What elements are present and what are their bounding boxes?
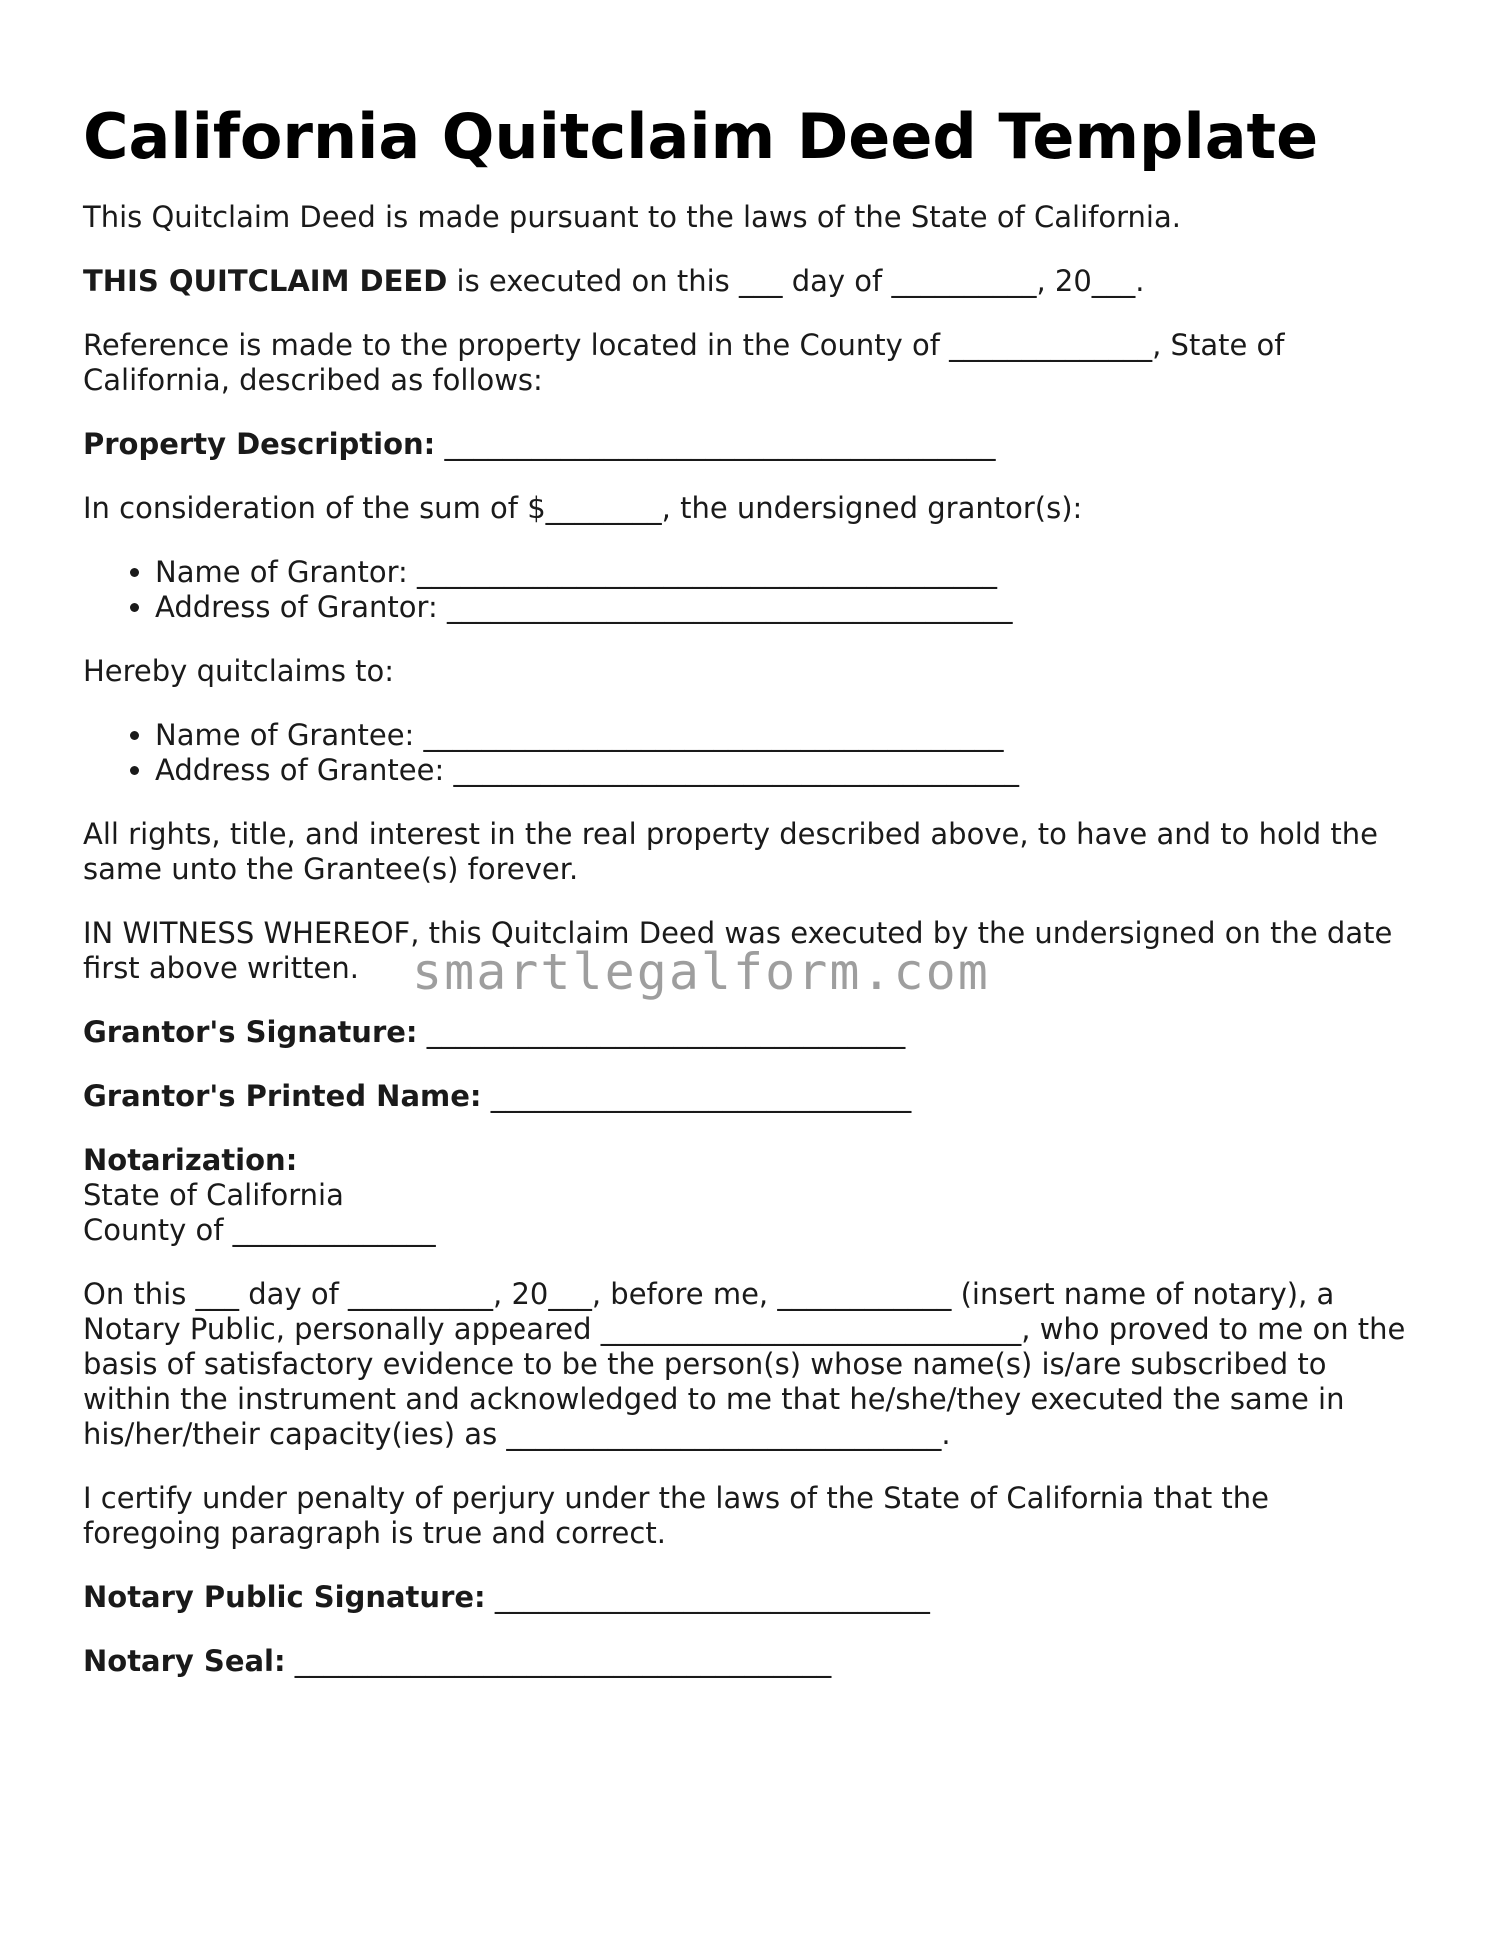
watermark: smartlegalform.com bbox=[412, 943, 990, 1001]
property-description-label: Property Description: bbox=[83, 427, 436, 461]
certify-paragraph: I certify under penalty of perjury under the laws of the State of California that the foregoing paragraph is true and correct. bbox=[83, 1481, 1270, 1550]
grantor-signature-line bbox=[83, 1015, 1413, 1050]
grantee-list bbox=[83, 718, 1413, 788]
grantor-signature-blank: _________________________________ bbox=[417, 1015, 906, 1049]
notary-seal-blank: _____________________________________ bbox=[285, 1644, 832, 1678]
notary-signature-blank: ______________________________ bbox=[485, 1580, 930, 1614]
reference-paragraph: Reference is made to the property located in the County of ______________, State of California, described as follows: bbox=[83, 328, 1285, 397]
grantor-printed-name-line bbox=[83, 1079, 1413, 1114]
grantor-printed-name-label: Grantor's Printed Name: bbox=[83, 1079, 482, 1113]
property-description-line bbox=[83, 427, 1413, 462]
notarization-county: County of ______________ bbox=[83, 1213, 436, 1247]
list-item-grantee-name: • Name of Grantee: ________________________________________ bbox=[155, 718, 1413, 753]
executed-paragraph bbox=[83, 264, 1413, 299]
notary-seal-label: Notary Seal: bbox=[83, 1644, 286, 1678]
rights-paragraph: All rights, title, and interest in the real property described above, to have and to hold the same unto the Grantee(s) forever. bbox=[83, 817, 1378, 886]
grantor-signature-label: Grantor's Signature: bbox=[83, 1015, 418, 1049]
intro-paragraph: This Quitclaim Deed is made pursuant to the laws of the State of California. bbox=[83, 200, 1181, 234]
consideration-paragraph: In consideration of the sum of $________, the undersigned grantor(s): bbox=[83, 491, 1083, 525]
document-title: California Quitclaim Deed Template bbox=[83, 100, 1319, 173]
grantor-list bbox=[83, 555, 1413, 625]
list-item-grantor-address: • Address of Grantor: _______________________________________ bbox=[155, 590, 1413, 625]
grantor-printed-name-blank: _____________________________ bbox=[481, 1079, 912, 1113]
quitclaims-paragraph: Hereby quitclaims to: bbox=[83, 654, 395, 688]
notarization-state: State of California bbox=[83, 1178, 344, 1212]
notary-signature-line bbox=[83, 1580, 1413, 1615]
notary-signature-label: Notary Public Signature: bbox=[83, 1580, 486, 1614]
executed-text: is executed on this ___ day of __________, 20___. bbox=[447, 264, 1145, 298]
executed-label: THIS QUITCLAIM DEED bbox=[83, 264, 448, 298]
list-item-grantor-name: • Name of Grantor: ________________________________________ bbox=[155, 555, 1413, 590]
notary-seal-line bbox=[83, 1644, 1413, 1679]
property-description-blank: ______________________________________ bbox=[435, 427, 996, 461]
notarization-block bbox=[83, 1143, 1413, 1248]
list-item-grantee-address: • Address of Grantee: _______________________________________ bbox=[155, 753, 1413, 788]
notary-paragraph: On this ___ day of __________, 20___, before me, ____________ (insert name of notary), a Notary Public, personally appeared _____________________________, who proved to me on the basis of satisfactory evidence to be the person(s) whose name(s) is/are subscribed to within the instrument and acknowledged to me that he/she/they executed the same in his/her/their capacity(ies) as ______________________________. bbox=[83, 1277, 1406, 1451]
witness-paragraph: IN WITNESS WHEREOF, this Quitclaim Deed was executed by the undersigned on the date first above written. bbox=[83, 916, 1393, 985]
notarization-label: Notarization: bbox=[83, 1143, 298, 1177]
document-page bbox=[83, 100, 1413, 1708]
